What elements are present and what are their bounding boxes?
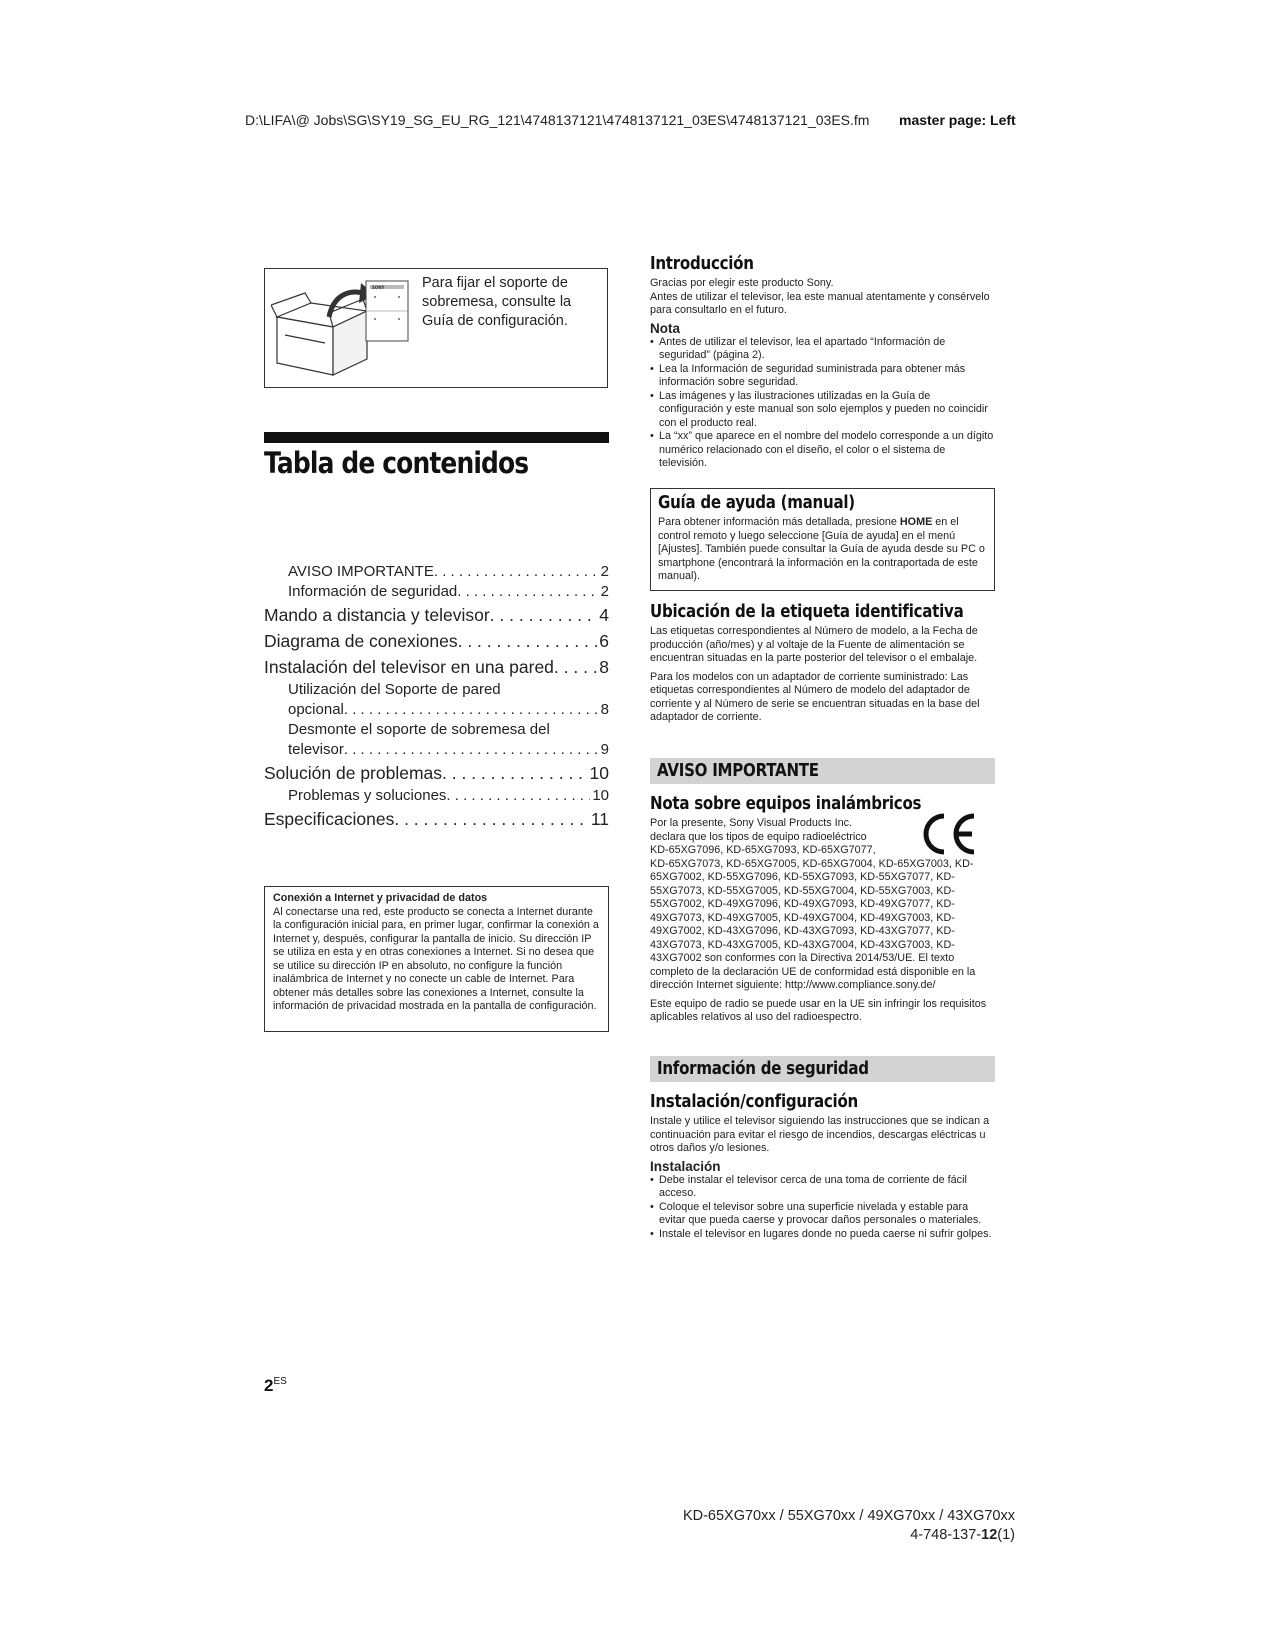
master-page-label: master page: Left	[899, 112, 1016, 128]
toc-entry[interactable]: televisor . . . 9	[264, 740, 609, 760]
installation-list	[650, 1174, 995, 1242]
toc-entry[interactable]: Diagrama de conexiones . . . 6	[264, 628, 609, 654]
label-location-section	[650, 602, 995, 725]
wireless-note-line: Por la presente, Sony Visual Products Inc.	[650, 817, 853, 829]
note-title: Nota	[650, 320, 680, 336]
list-item: • Las imágenes y las ilustraciones utilizadas en la Guía de configuración y este manual son solo ejemplos y pueden no coincidir con el producto real.	[650, 390, 995, 431]
list-item: • La “xx” que aparece en el nombre del modelo corresponde a un dígito numérico relacionado con el diseño, el color o el sistema de televisión.	[650, 430, 995, 471]
intro-title: Introducción	[650, 254, 754, 274]
list-item: • Coloque el televisor sobre una superficie nivelada y estable para evitar que pueda caerse y provocar daños personales o materiales.	[650, 1201, 995, 1228]
list-item: • Lea la Información de seguridad suministrada para obtener más información sobre seguridad.	[650, 363, 995, 390]
sony-logo: SONY	[372, 285, 385, 290]
wireless-note-paragraph: Este equipo de radio se puede usar en la UE sin infringir los requisitos aplicables relativos al uso del radioespectro.	[650, 997, 987, 1023]
list-item: • Debe instalar el televisor cerca de una toma de corriente de fácil acceso.	[650, 1174, 995, 1201]
list-item: • Antes de utilizar el televisor, lea el apartado “Información de seguridad” (página 2).	[650, 336, 995, 363]
toc-entry[interactable]: opcional . . . 8	[264, 700, 609, 720]
help-guide-title: Guía de ayuda (manual)	[658, 493, 855, 513]
ce-mark-icon	[920, 812, 978, 856]
list-item: • Instale el televisor en lugares donde no pueda caerse ni sufrir golpes.	[650, 1228, 995, 1242]
toc-entry[interactable]: Especificaciones . . . 11	[264, 806, 609, 832]
installation-title: Instalación/configuración	[650, 1092, 858, 1112]
toc-entry-line1[interactable]: Utilización del Soporte de pared	[288, 681, 501, 698]
setup-note-box	[264, 268, 608, 388]
aviso-importante-bar: AVISO IMPORTANTE	[650, 758, 995, 784]
label-location-paragraph: Las etiquetas correspondientes al Número de modelo, a la Fecha de producción (año/mes) y al voltaje de la Fuente de alimentación se encuentran situadas en la parte posterior del televisor o el embalaje.	[650, 625, 978, 664]
wireless-note-title: Nota sobre equipos inalámbricos	[650, 794, 922, 814]
setup-note-text: Para fijar el soporte de sobremesa, consulte la Guía de configuración.	[422, 275, 572, 329]
box-to-guide-illustration-icon	[271, 275, 421, 383]
note-list	[650, 336, 995, 471]
intro-paragraph: Gracias por elegir este producto Sony.	[650, 277, 834, 289]
file-path: D:\LIFA\@ Jobs\SG\SY19_SG_EU_RG_121\4748137121\4748137121_03ES\4748137121_03ES.fm	[245, 112, 870, 128]
toc-rule	[264, 432, 609, 443]
toc-entry[interactable]: Información de seguridad . . . 2	[264, 582, 609, 602]
internet-privacy-title: Conexión a Internet y privacidad de datos	[273, 892, 488, 904]
intro-paragraph: Antes de utilizar el televisor, lea este manual atentamente y consérvelo para consultarlo en el futuro.	[650, 290, 990, 316]
wireless-note-line: declara que los tipos de equipo radioeléctrico	[650, 830, 867, 843]
intro-section	[650, 254, 995, 471]
installation-subtitle: Instalación	[650, 1158, 721, 1174]
toc-entry-line1[interactable]: Desmonte el soporte de sobremesa del	[288, 721, 550, 738]
installation-section	[650, 1092, 995, 1241]
internet-privacy-box	[264, 886, 609, 1032]
wireless-note-line: KD-65XG7096, KD-65XG7093, KD-65XG7077,	[650, 844, 876, 856]
toc-entry[interactable]: AVISO IMPORTANTE . . . 2	[264, 562, 609, 582]
toc-entry[interactable]: Solución de problemas . . . 10	[264, 760, 609, 786]
toc-entry[interactable]: Problemas y soluciones . . . 10	[264, 786, 609, 806]
toc-entry[interactable]: Mando a distancia y televisor . . . 4	[264, 602, 609, 628]
table-of-contents	[264, 562, 609, 832]
model-list: KD-65XG70xx / 55XG70xx / 49XG70xx / 43XG70xx	[682, 1508, 1015, 1524]
label-location-paragraph: Para los modelos con un adaptador de corriente suministrado: Las etiquetas correspondientes al Número de modelo del adaptador de corriente y al Número de serie se encuentran situadas en la base del adaptador de corriente.	[650, 670, 980, 723]
safety-info-bar: Información de seguridad	[650, 1056, 995, 1082]
help-guide-text: Para obtener información más detallada, presione HOME en el control remoto y luego seleccione [Guía de ayuda] en el menú [Ajustes]. También puede consultar la Guía de ayuda desde su PC o smartphone (encontrará la información en la contraportada de este manual).	[658, 516, 985, 582]
toc-title: Tabla de contenidos	[264, 446, 529, 480]
document-code: 4-748-137-12(1)	[910, 1527, 1015, 1543]
toc-entry[interactable]: Instalación del televisor en una pared . . . 8	[264, 654, 609, 680]
internet-privacy-body: Al conectarse una red, este producto se conecta a Internet durante la configuración inicial para, en primer lugar, confirmar la conexión a Internet y, después, configurar la pantalla de inicio. Su dirección IP se utiliza en esta y en otras conexiones a Internet. Si no desea que se utilice su dirección IP en absoluto, no configure la función inalámbrica de Internet y no conecte un cable de Internet. Para obtener más detalles sobre las conexiones a Internet, consulte la información de privacidad mostrada en la pantalla de configuración.	[273, 905, 599, 1012]
installation-paragraph: Instale y utilice el televisor siguiendo las instrucciones que se indican a continuación para evitar el riesgo de incendios, descargas eléctricas u otros daños y/o lesiones.	[650, 1115, 990, 1154]
wireless-note-paragraph: KD-65XG7073, KD-65XG7005, KD-65XG7004, KD-65XG7003, KD-65XG7002, KD-55XG7096, KD-55XG7093, KD-55XG7077, KD-55XG7073, KD-55XG7005, KD-55XG7004, KD-55XG7003, KD-55XG7002, KD-49XG7096, KD-49XG7093, KD-49XG7077, KD-49XG7073, KD-49XG7005, KD-49XG7004, KD-49XG7003, KD-49XG7002, KD-43XG7096, KD-43XG7093, KD-43XG7077, KD-43XG7073, KD-43XG7005, KD-43XG7004, KD-43XG7003, KD-43XG7002 son conformes con la Directiva 2014/53/UE. El texto completo de la declaración UE de conformidad está disponible en la dirección Internet siguiente: http://www.compliance.sony.de/	[650, 857, 976, 991]
page-number: $2^{ES}$	[264, 1376, 287, 1395]
help-guide-box	[650, 488, 995, 591]
label-location-title: Ubicación de la etiqueta identificativa	[650, 602, 964, 622]
